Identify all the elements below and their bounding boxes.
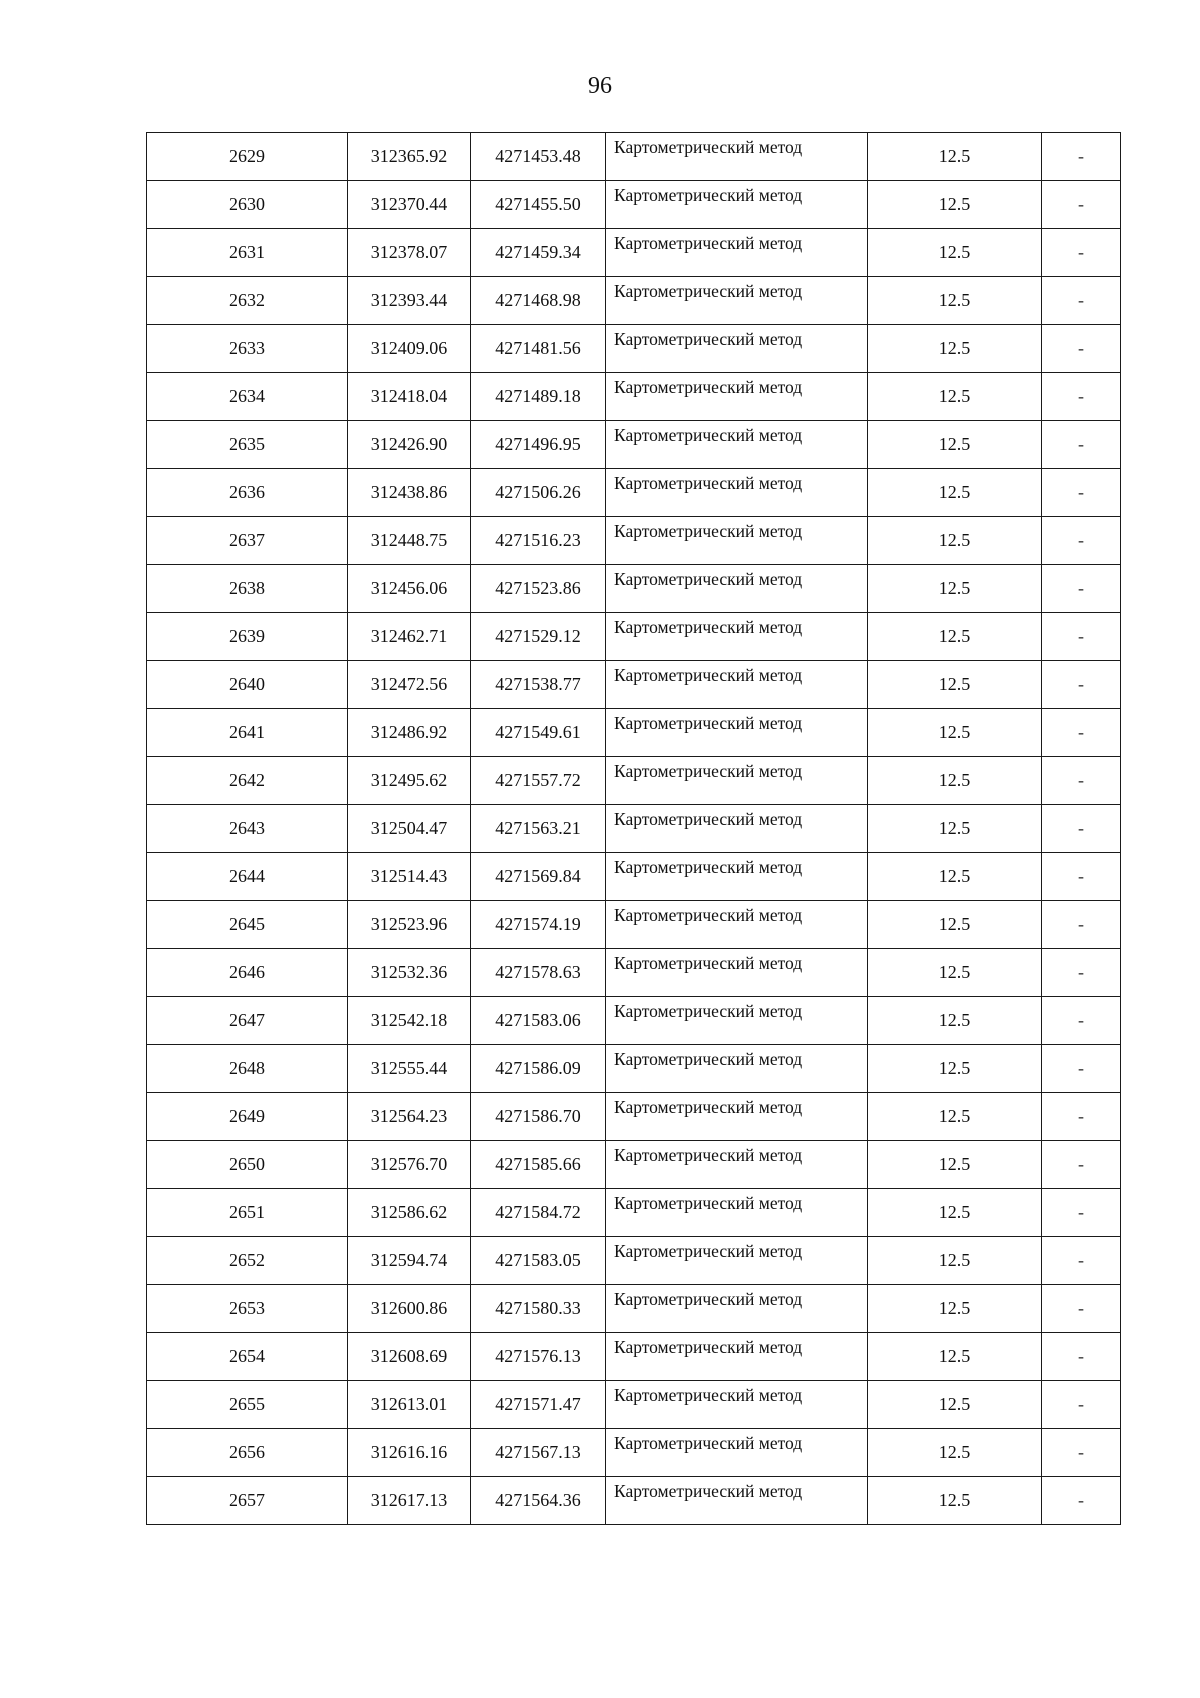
- table-row: [147, 277, 1121, 325]
- method-cell: Картометрический метод: [606, 1285, 868, 1333]
- x-coordinate-cell: 312448.75: [348, 517, 471, 565]
- table-row: [147, 1333, 1121, 1381]
- method-cell: Картометрический метод: [606, 661, 868, 709]
- table-row: [147, 1285, 1121, 1333]
- accuracy-cell: 12.5: [868, 1477, 1042, 1525]
- point-number-cell: 2648: [147, 1045, 348, 1093]
- accuracy-cell: 12.5: [868, 133, 1042, 181]
- y-coordinate-cell: 4271455.50: [471, 181, 606, 229]
- x-coordinate-cell: 312564.23: [348, 1093, 471, 1141]
- point-number-cell: 2636: [147, 469, 348, 517]
- x-coordinate-cell: 312576.70: [348, 1141, 471, 1189]
- table-row: [147, 1237, 1121, 1285]
- accuracy-cell: 12.5: [868, 757, 1042, 805]
- table-row: [147, 133, 1121, 181]
- table-row: [147, 1429, 1121, 1477]
- x-coordinate-cell: 312555.44: [348, 1045, 471, 1093]
- x-coordinate-cell: 312586.62: [348, 1189, 471, 1237]
- method-cell: Картометрический метод: [606, 1333, 868, 1381]
- method-cell: Картометрический метод: [606, 373, 868, 421]
- point-number-cell: 2649: [147, 1093, 348, 1141]
- note-cell: -: [1042, 1381, 1121, 1429]
- point-number-cell: 2635: [147, 421, 348, 469]
- x-coordinate-cell: 312426.90: [348, 421, 471, 469]
- accuracy-cell: 12.5: [868, 1237, 1042, 1285]
- point-number-cell: 2654: [147, 1333, 348, 1381]
- method-cell: Картометрический метод: [606, 1141, 868, 1189]
- y-coordinate-cell: 4271529.12: [471, 613, 606, 661]
- table-row: [147, 565, 1121, 613]
- coordinates-table: [146, 132, 1121, 1525]
- method-cell: Картометрический метод: [606, 1189, 868, 1237]
- table-row: [147, 709, 1121, 757]
- point-number-cell: 2643: [147, 805, 348, 853]
- y-coordinate-cell: 4271459.34: [471, 229, 606, 277]
- method-cell: Картометрический метод: [606, 1477, 868, 1525]
- accuracy-cell: 12.5: [868, 709, 1042, 757]
- method-cell: Картометрический метод: [606, 1381, 868, 1429]
- y-coordinate-cell: 4271571.47: [471, 1381, 606, 1429]
- point-number-cell: 2637: [147, 517, 348, 565]
- method-cell: Картометрический метод: [606, 709, 868, 757]
- x-coordinate-cell: 312523.96: [348, 901, 471, 949]
- y-coordinate-cell: 4271574.19: [471, 901, 606, 949]
- note-cell: -: [1042, 1093, 1121, 1141]
- y-coordinate-cell: 4271564.36: [471, 1477, 606, 1525]
- table-row: [147, 1045, 1121, 1093]
- y-coordinate-cell: 4271576.13: [471, 1333, 606, 1381]
- note-cell: -: [1042, 1429, 1121, 1477]
- note-cell: -: [1042, 949, 1121, 997]
- note-cell: -: [1042, 1285, 1121, 1333]
- x-coordinate-cell: 312418.04: [348, 373, 471, 421]
- note-cell: -: [1042, 469, 1121, 517]
- page-number: 96: [588, 73, 612, 99]
- x-coordinate-cell: 312472.56: [348, 661, 471, 709]
- table-row: [147, 661, 1121, 709]
- x-coordinate-cell: 312608.69: [348, 1333, 471, 1381]
- note-cell: -: [1042, 901, 1121, 949]
- y-coordinate-cell: 4271584.72: [471, 1189, 606, 1237]
- accuracy-cell: 12.5: [868, 565, 1042, 613]
- point-number-cell: 2646: [147, 949, 348, 997]
- accuracy-cell: 12.5: [868, 661, 1042, 709]
- accuracy-cell: 12.5: [868, 421, 1042, 469]
- y-coordinate-cell: 4271583.06: [471, 997, 606, 1045]
- point-number-cell: 2657: [147, 1477, 348, 1525]
- table-row: [147, 901, 1121, 949]
- x-coordinate-cell: 312495.62: [348, 757, 471, 805]
- note-cell: -: [1042, 805, 1121, 853]
- accuracy-cell: 12.5: [868, 1045, 1042, 1093]
- table-row: [147, 229, 1121, 277]
- point-number-cell: 2630: [147, 181, 348, 229]
- note-cell: -: [1042, 421, 1121, 469]
- method-cell: Картометрический метод: [606, 1237, 868, 1285]
- accuracy-cell: 12.5: [868, 277, 1042, 325]
- y-coordinate-cell: 4271468.98: [471, 277, 606, 325]
- method-cell: Картометрический метод: [606, 229, 868, 277]
- method-cell: Картометрический метод: [606, 421, 868, 469]
- method-cell: Картометрический метод: [606, 901, 868, 949]
- y-coordinate-cell: 4271567.13: [471, 1429, 606, 1477]
- y-coordinate-cell: 4271516.23: [471, 517, 606, 565]
- point-number-cell: 2642: [147, 757, 348, 805]
- accuracy-cell: 12.5: [868, 373, 1042, 421]
- table-row: [147, 373, 1121, 421]
- note-cell: -: [1042, 757, 1121, 805]
- point-number-cell: 2633: [147, 325, 348, 373]
- point-number-cell: 2632: [147, 277, 348, 325]
- point-number-cell: 2631: [147, 229, 348, 277]
- y-coordinate-cell: 4271489.18: [471, 373, 606, 421]
- note-cell: -: [1042, 1477, 1121, 1525]
- note-cell: -: [1042, 565, 1121, 613]
- table-row: [147, 1093, 1121, 1141]
- table-row: [147, 469, 1121, 517]
- method-cell: Картометрический метод: [606, 1045, 868, 1093]
- note-cell: -: [1042, 277, 1121, 325]
- y-coordinate-cell: 4271586.70: [471, 1093, 606, 1141]
- note-cell: -: [1042, 133, 1121, 181]
- note-cell: -: [1042, 853, 1121, 901]
- y-coordinate-cell: 4271586.09: [471, 1045, 606, 1093]
- note-cell: -: [1042, 1189, 1121, 1237]
- y-coordinate-cell: 4271585.66: [471, 1141, 606, 1189]
- point-number-cell: 2647: [147, 997, 348, 1045]
- y-coordinate-cell: 4271538.77: [471, 661, 606, 709]
- table-row: [147, 181, 1121, 229]
- point-number-cell: 2645: [147, 901, 348, 949]
- method-cell: Картометрический метод: [606, 325, 868, 373]
- x-coordinate-cell: 312504.47: [348, 805, 471, 853]
- note-cell: -: [1042, 709, 1121, 757]
- point-number-cell: 2651: [147, 1189, 348, 1237]
- point-number-cell: 2653: [147, 1285, 348, 1333]
- accuracy-cell: 12.5: [868, 1141, 1042, 1189]
- method-cell: Картометрический метод: [606, 277, 868, 325]
- method-cell: Картометрический метод: [606, 565, 868, 613]
- method-cell: Картометрический метод: [606, 1093, 868, 1141]
- note-cell: -: [1042, 1045, 1121, 1093]
- table-row: [147, 421, 1121, 469]
- method-cell: Картометрический метод: [606, 757, 868, 805]
- y-coordinate-cell: 4271563.21: [471, 805, 606, 853]
- x-coordinate-cell: 312409.06: [348, 325, 471, 373]
- table-row: [147, 613, 1121, 661]
- x-coordinate-cell: 312486.92: [348, 709, 471, 757]
- method-cell: Картометрический метод: [606, 1429, 868, 1477]
- accuracy-cell: 12.5: [868, 901, 1042, 949]
- accuracy-cell: 12.5: [868, 181, 1042, 229]
- y-coordinate-cell: 4271549.61: [471, 709, 606, 757]
- point-number-cell: 2652: [147, 1237, 348, 1285]
- x-coordinate-cell: 312617.13: [348, 1477, 471, 1525]
- point-number-cell: 2650: [147, 1141, 348, 1189]
- x-coordinate-cell: 312616.16: [348, 1429, 471, 1477]
- x-coordinate-cell: 312600.86: [348, 1285, 471, 1333]
- method-cell: Картометрический метод: [606, 133, 868, 181]
- y-coordinate-cell: 4271557.72: [471, 757, 606, 805]
- x-coordinate-cell: 312594.74: [348, 1237, 471, 1285]
- y-coordinate-cell: 4271583.05: [471, 1237, 606, 1285]
- table-row: [147, 325, 1121, 373]
- note-cell: -: [1042, 1333, 1121, 1381]
- accuracy-cell: 12.5: [868, 997, 1042, 1045]
- point-number-cell: 2639: [147, 613, 348, 661]
- point-number-cell: 2644: [147, 853, 348, 901]
- accuracy-cell: 12.5: [868, 229, 1042, 277]
- method-cell: Картометрический метод: [606, 949, 868, 997]
- x-coordinate-cell: 312365.92: [348, 133, 471, 181]
- table-row: [147, 1189, 1121, 1237]
- point-number-cell: 2638: [147, 565, 348, 613]
- point-number-cell: 2656: [147, 1429, 348, 1477]
- accuracy-cell: 12.5: [868, 853, 1042, 901]
- accuracy-cell: 12.5: [868, 949, 1042, 997]
- accuracy-cell: 12.5: [868, 1189, 1042, 1237]
- y-coordinate-cell: 4271578.63: [471, 949, 606, 997]
- note-cell: -: [1042, 997, 1121, 1045]
- y-coordinate-cell: 4271523.86: [471, 565, 606, 613]
- table-row: [147, 757, 1121, 805]
- table-row: [147, 805, 1121, 853]
- table-row: [147, 1141, 1121, 1189]
- note-cell: -: [1042, 613, 1121, 661]
- x-coordinate-cell: 312393.44: [348, 277, 471, 325]
- method-cell: Картометрический метод: [606, 613, 868, 661]
- note-cell: -: [1042, 1237, 1121, 1285]
- x-coordinate-cell: 312378.07: [348, 229, 471, 277]
- y-coordinate-cell: 4271496.95: [471, 421, 606, 469]
- accuracy-cell: 12.5: [868, 1333, 1042, 1381]
- note-cell: -: [1042, 181, 1121, 229]
- point-number-cell: 2640: [147, 661, 348, 709]
- y-coordinate-cell: 4271453.48: [471, 133, 606, 181]
- x-coordinate-cell: 312462.71: [348, 613, 471, 661]
- accuracy-cell: 12.5: [868, 469, 1042, 517]
- table-row: [147, 997, 1121, 1045]
- x-coordinate-cell: 312370.44: [348, 181, 471, 229]
- y-coordinate-cell: 4271580.33: [471, 1285, 606, 1333]
- accuracy-cell: 12.5: [868, 517, 1042, 565]
- note-cell: -: [1042, 1141, 1121, 1189]
- point-number-cell: 2629: [147, 133, 348, 181]
- note-cell: -: [1042, 517, 1121, 565]
- x-coordinate-cell: 312438.86: [348, 469, 471, 517]
- note-cell: -: [1042, 229, 1121, 277]
- x-coordinate-cell: 312532.36: [348, 949, 471, 997]
- point-number-cell: 2634: [147, 373, 348, 421]
- note-cell: -: [1042, 325, 1121, 373]
- x-coordinate-cell: 312613.01: [348, 1381, 471, 1429]
- x-coordinate-cell: 312542.18: [348, 997, 471, 1045]
- method-cell: Картометрический метод: [606, 469, 868, 517]
- accuracy-cell: 12.5: [868, 1285, 1042, 1333]
- table-row: [147, 949, 1121, 997]
- y-coordinate-cell: 4271506.26: [471, 469, 606, 517]
- method-cell: Картометрический метод: [606, 853, 868, 901]
- method-cell: Картометрический метод: [606, 805, 868, 853]
- x-coordinate-cell: 312456.06: [348, 565, 471, 613]
- method-cell: Картометрический метод: [606, 181, 868, 229]
- accuracy-cell: 12.5: [868, 1093, 1042, 1141]
- accuracy-cell: 12.5: [868, 325, 1042, 373]
- x-coordinate-cell: 312514.43: [348, 853, 471, 901]
- point-number-cell: 2641: [147, 709, 348, 757]
- table-row: [147, 1477, 1121, 1525]
- accuracy-cell: 12.5: [868, 1429, 1042, 1477]
- table-row: [147, 1381, 1121, 1429]
- method-cell: Картометрический метод: [606, 517, 868, 565]
- table-row: [147, 853, 1121, 901]
- accuracy-cell: 12.5: [868, 613, 1042, 661]
- y-coordinate-cell: 4271481.56: [471, 325, 606, 373]
- y-coordinate-cell: 4271569.84: [471, 853, 606, 901]
- coordinates-table-body: [147, 133, 1121, 1525]
- note-cell: -: [1042, 373, 1121, 421]
- note-cell: -: [1042, 661, 1121, 709]
- method-cell: Картометрический метод: [606, 997, 868, 1045]
- accuracy-cell: 12.5: [868, 805, 1042, 853]
- accuracy-cell: 12.5: [868, 1381, 1042, 1429]
- table-row: [147, 517, 1121, 565]
- point-number-cell: 2655: [147, 1381, 348, 1429]
